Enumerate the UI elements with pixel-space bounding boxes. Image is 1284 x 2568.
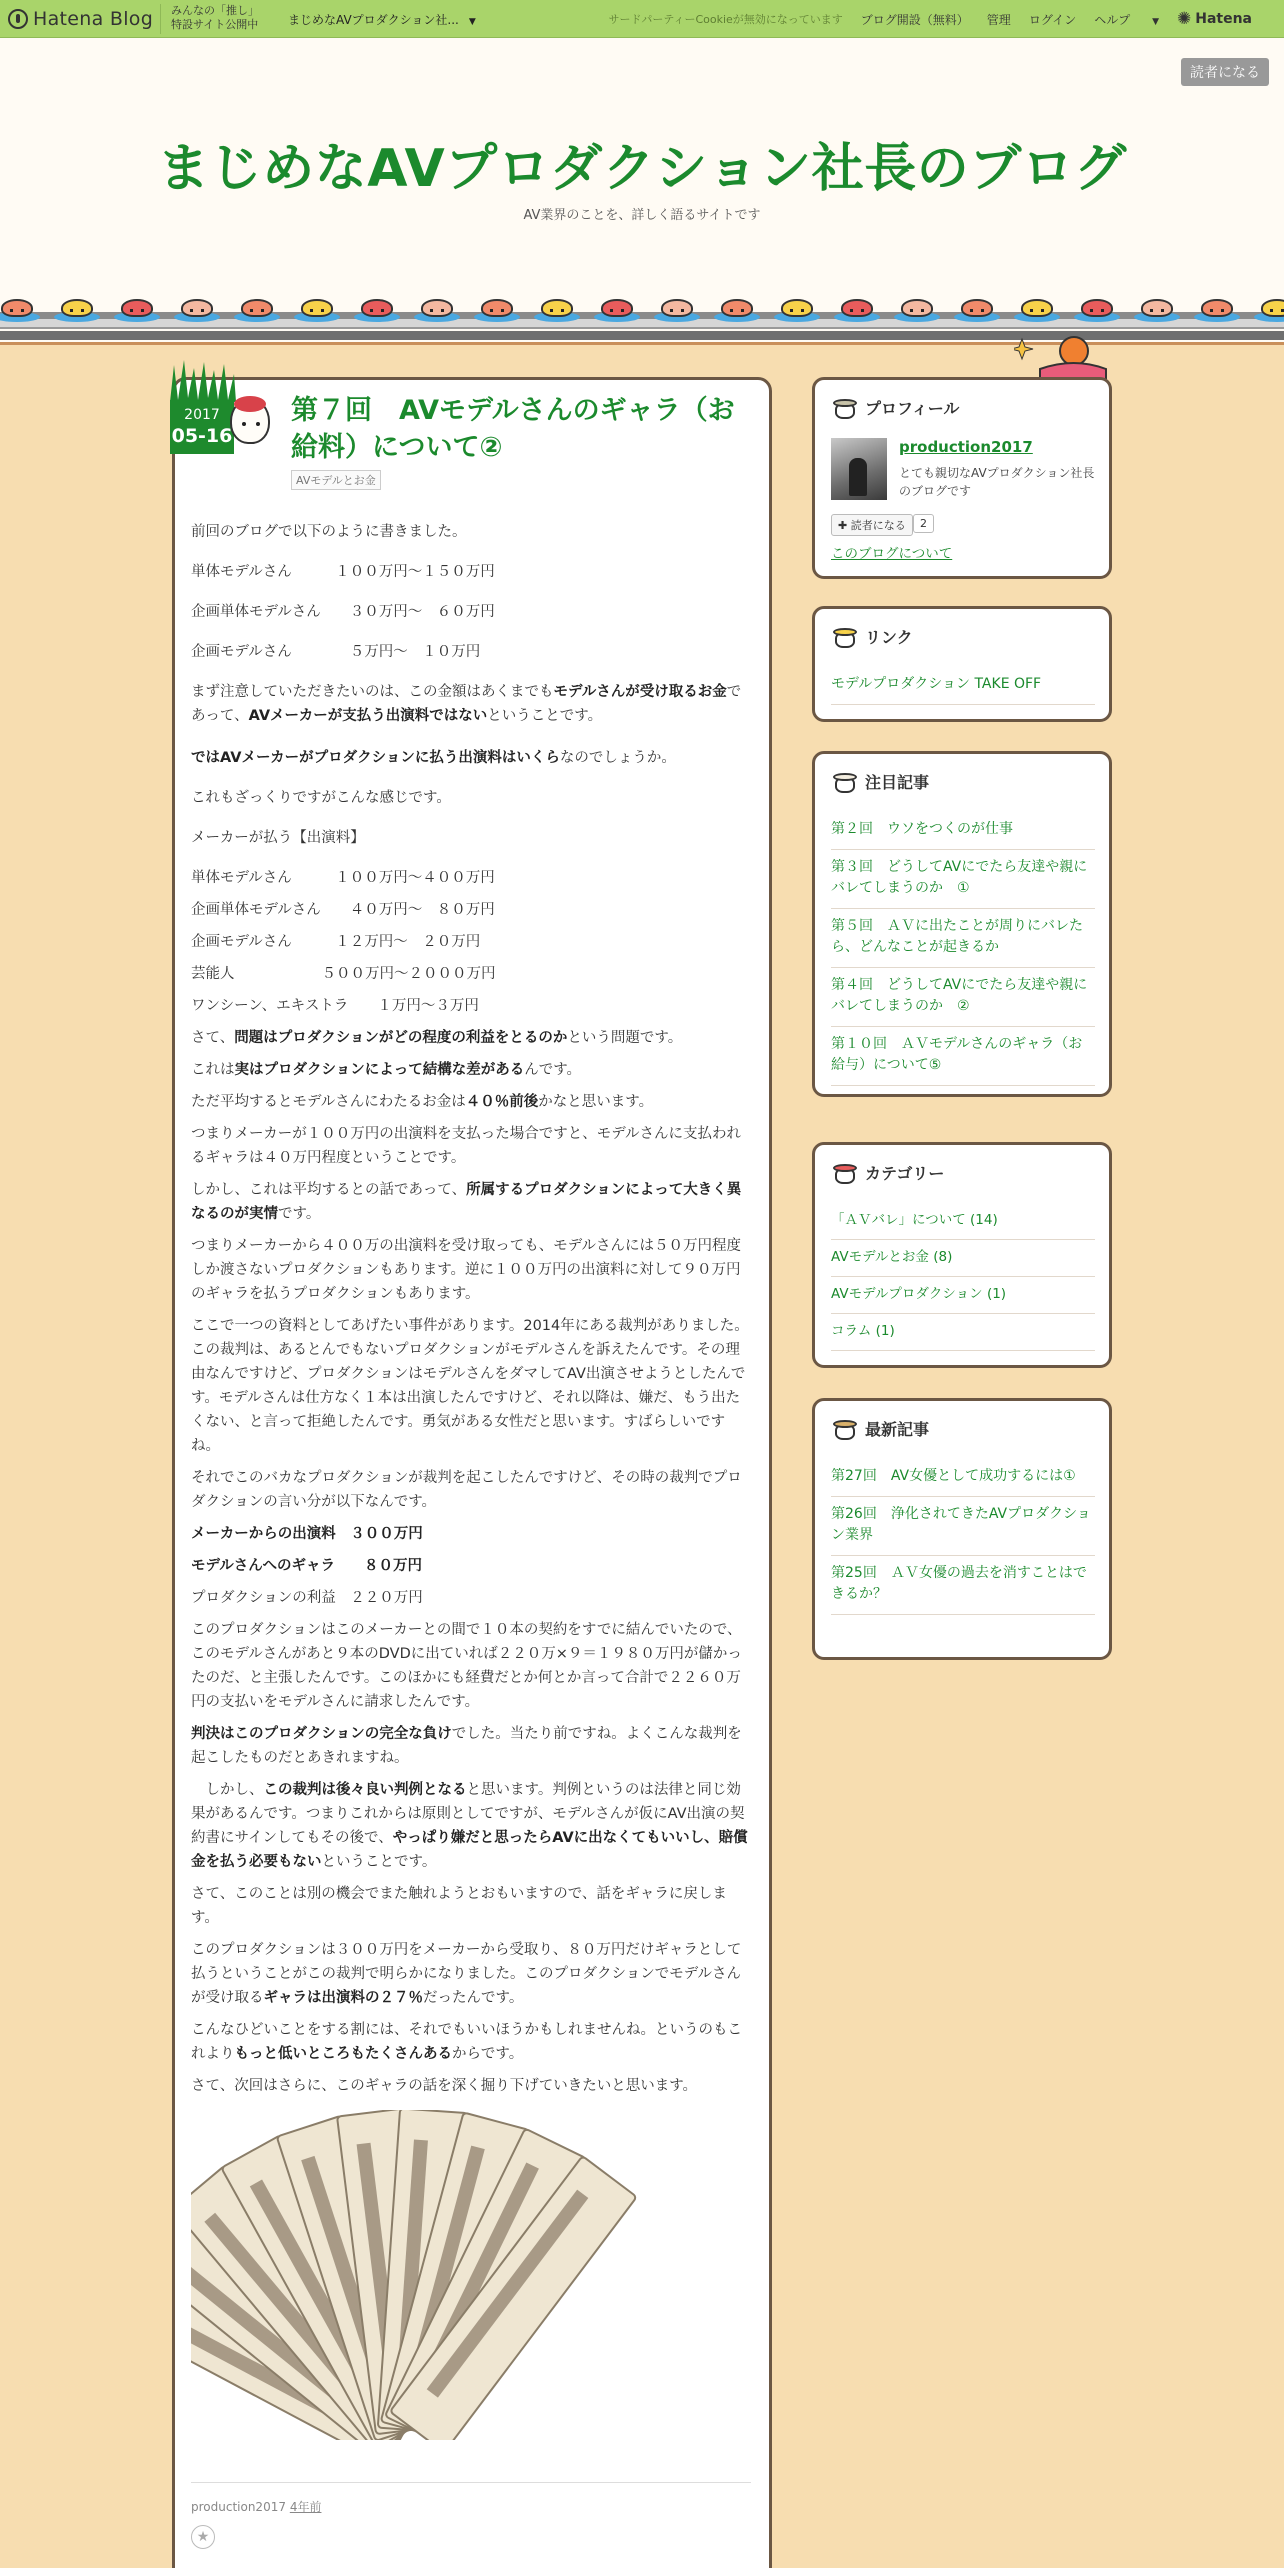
categories-module-title: カテゴリー [831,1161,944,1184]
recent-module-title: 最新記事 [831,1417,929,1440]
profile-module [812,377,1112,579]
blog-header [0,38,1284,300]
paragraph: つまりメーカーから４００万の出演料を受け取っても、モデルさんには５０万円程度しか渡さないプロダクションもあります。逆に１００万円の出演料に対して９０万円のギャラを払うプロダクションもあります。 [191,1238,741,1302]
hatena-menu[interactable] [1177,9,1270,29]
paragraph: しかし、これは平均するとの話であって、所属するプロダクションによって大きく異なるのが実情です。 [191,1182,742,1222]
sushi-icon [54,296,100,322]
hatena-label: Hatena [1195,11,1252,27]
featured-module [812,751,1112,1097]
links-list [831,667,1095,705]
links-module-title: リンク [831,625,913,648]
banknote-fan-illustration [191,2110,751,2440]
caret-down-icon: ▼ [468,17,476,27]
entry-year: 2017 [184,407,220,423]
sushi-icon [954,296,1000,322]
blog-selector-label: まじめなAVプロダクション社... [288,13,459,27]
sushi-icon [534,296,580,322]
sushi-icon [831,1418,859,1440]
entry-category-tag[interactable]: AVモデルとお金 [291,470,381,490]
featured-module-title: 注目記事 [831,770,929,793]
category-link[interactable]: AVモデルプロダクション (1) [831,1277,1095,1314]
profile-name[interactable]: production2017 [899,438,1033,456]
promo-line-2: 特設サイト公開中 [171,18,259,31]
hatena-topbar [0,0,1284,38]
category-link[interactable]: AVモデルとお金 (8) [831,1240,1095,1277]
entry-footer-divider [191,2482,751,2483]
paragraph: 判決はこのプロダクションの完全な負けでした。当たり前ですね。よくこんな裁判を起こしたものだとあきれますね。 [191,1726,742,1766]
sushi-icon [234,296,280,322]
featured-article-link[interactable]: 第５回 ＡＶに出たことが周りにバレたら、どんなことが起きるか [831,909,1095,968]
recent-module [812,1398,1112,1660]
sushi-icon [114,296,160,322]
paragraph: さて、問題はプロダクションがどの程度の利益をとるのかという問題です。 [191,1030,683,1046]
blog-description: AV業界のことを、詳しく語るサイトです [523,208,761,223]
paragraph: モデルさんへのギャラ ８０万円 [191,1558,422,1574]
featured-list [831,812,1095,1086]
featured-article-link[interactable]: 第１０回 ＡＶモデルさんのギャラ（お給与）について⑤ [831,1027,1095,1086]
paragraph: これもざっくりですがこんな感じです。 [191,790,451,806]
category-link[interactable]: コラム (1) [831,1314,1095,1351]
featured-article-link[interactable]: 第４回 どうしてAVにでたら友達や親にバレてしまうのか ② [831,968,1095,1027]
reader-count: 2 [913,514,934,533]
sushi-icon [0,296,40,322]
share-buttons [191,2562,457,2568]
author-name[interactable]: production2017 [191,2500,286,2514]
cookie-notice[interactable]: サードパーティーCookieが無効になっています [608,13,843,26]
paragraph: 単体モデルさん １００万円～４００万円 [191,870,495,886]
sushi-icon [414,296,460,322]
profile-avatar[interactable] [831,438,887,500]
recent-article-link[interactable]: 第27回 AV女優として成功するには① [831,1459,1095,1497]
sushi-icon [1014,296,1060,322]
topbar-right [609,0,1284,38]
paragraph: 単体モデルさん １００万円～１５０万円 [191,564,495,580]
sushi-mascot-icon [230,398,270,444]
entry-title[interactable]: 第７回 AVモデルさんのギャラ（お給料）について② [291,395,735,463]
paragraph: 芸能人 ５００万円～２０００万円 [191,966,496,982]
caret-down-icon: ▼ [1152,16,1159,27]
recent-article-link[interactable]: 第25回 ＡＶ女優の過去を消すことはできるか？ [831,1556,1095,1615]
paragraph: プロダクションの利益 ２２０万円 [191,1590,423,1606]
help-label: ヘルプ [1094,12,1131,27]
logo-text: Hatena Blog [33,8,154,30]
sushi-icon [831,771,859,793]
entry-month-day: 05-16 [171,425,233,447]
sushi-icon [774,296,820,322]
paragraph: こんなひどいことをする割には、それでもいいほうかもしれませんね。というのもこれよりもっと低いところもたくさんあるからです。 [191,2022,742,2062]
sushi-icon [654,296,700,322]
paragraph: 企画モデルさん １２万円～ ２０万円 [191,934,481,950]
sushi-icon [714,296,760,322]
entry-time-link[interactable]: 4年前 [289,2500,322,2514]
paragraph: これは実はプロダクションによって結構な差があるんです。 [191,1062,582,1078]
featured-article-link[interactable]: 第３回 どうしてAVにでたら友達や親にバレてしまうのか ① [831,850,1095,909]
login-link[interactable]: ログイン [1028,12,1077,27]
sushi-icon [1254,296,1284,322]
sushi-icon [831,626,859,648]
sushi-icon [831,397,859,419]
subscribe-button[interactable]: 読者になる [1181,58,1269,86]
star-icon: ★ [196,2529,210,2545]
paragraph: このプロダクションは３００万円をメーカーから受取り、８０万円だけギャラとして払うということがこの裁判で明らかになりました。このプロダクションでモデルさんが受け取るギャラは出演料の２７％だったんです。 [191,1942,742,2006]
sushi-icon [1074,296,1120,322]
open-blog-link[interactable]: ブログ開設（無料） [860,12,969,27]
sushi-icon [834,296,880,322]
profile-module-title: プロフィール [831,396,959,419]
paragraph: 企画単体モデルさん ３０万円～ ６０万円 [191,604,495,620]
paragraph: まず注意していただきたいのは、この金額はあくまでもモデルさんが受け取るお金であって、AVメーカーが支払う出演料ではないということです。 [191,684,742,724]
paragraph: さて、次回はさらに、このギャラの話を深く掘り下げていきたいと思います。 [191,2078,698,2094]
featured-article-link[interactable]: 第２回 ウソをつくのが仕事 [831,812,1095,850]
hatena-blog-logo[interactable] [8,8,153,30]
sushi-icon [474,296,520,322]
paragraph: このプロダクションはこのメーカーとの間で１０本の契約をすでに結んでいたので、このモデルさんがあと９本のDVDに出ていれば２２０万×９＝１９８０万円が儲かったのだ、と主張したんです。このほかにも経費だとか何とか言って合計で２２６０万円の支払いをモデルさんに請求したんです。 [191,1622,742,1710]
sushi-icon [354,296,400,322]
paragraph: メーカーからの出演料 ３００万円 [191,1526,423,1542]
paragraph: メーカーが払う【出演料】 [191,830,365,846]
category-link[interactable]: 「ＡＶバレ」について (14) [831,1203,1095,1240]
about-blog-link[interactable]: このブログについて [831,546,953,562]
paragraph: ワンシーン、エキストラ １万円～３万円 [191,998,479,1014]
paragraph: ではAVメーカーがプロダクションに払う出演料はいくらなのでしょうか。 [191,750,676,766]
subscribe-button[interactable]: ✚ 読者になる [831,514,913,536]
recent-article-link[interactable]: 第26回 浄化されてきたAVプロダクション業界 [831,1497,1095,1556]
paragraph: しかし、この裁判は後々良い判例となると思います。判例というのは法律と同じ効果があるんです。つまりこれからは原則としてですが、モデルさんが仮にAV出演の契約書にサインしてもその後で、やっぱり嫌だと思ったらAVに出なくてもいいし、賠償金を払う必要もないということです。 [191,1782,748,1870]
recent-list [831,1459,1095,1615]
paragraph: ただ平均するとモデルさんにわたるお金は４０％前後かなと思います。 [191,1094,654,1110]
hatena-burst-icon: ✺ [1176,9,1192,29]
sushi-icon [294,296,340,322]
add-star-button[interactable] [191,2525,215,2549]
paragraph: 企画モデルさん ５万円～ １０万円 [191,644,481,660]
entry-date-badge[interactable] [170,360,270,460]
sushi-icon [1194,296,1240,322]
categories-module [812,1142,1112,1368]
manage-link[interactable]: 管理 [986,12,1011,27]
link-item[interactable]: モデルプロダクション TAKE OFF [831,667,1095,705]
blog-selector[interactable] [288,11,476,28]
sushi-icon [594,296,640,322]
entry-author [191,2498,321,2515]
date-box [170,400,234,454]
promo-line-1: みんなの「推し」 [171,4,259,17]
sushi-icon [174,296,220,322]
paragraph: つまりメーカーが１００万円の出演料を支払った場合ですと、モデルさんに支払われるギャラは４０万円程度ということです。 [191,1126,741,1166]
blog-title[interactable]: まじめなAVプロダクション社長のブログ [157,139,1127,199]
sushi-icon [894,296,940,322]
paragraph: 前回のブログで以下のように書きました。 [191,524,467,540]
paragraph: それでこのバカなプロダクションが裁判を起こしたんですけど、その時の裁判でプロダクションの言い分が以下なんです。 [191,1470,742,1510]
categories-list [831,1203,1095,1351]
promo-banner[interactable] [160,4,259,34]
links-module [812,606,1112,722]
paragraph: ここで一つの資料としてあげたい事件があります。2014年にある裁判がありました。この裁判は、あるとんでもないプロダクションがモデルさんを訴えたんです。その理由なんですけど、プロダクションはモデルさんをダマしてAV出演させようとしたんです。モデルさんは仕方なく１本は出演したんですけど、それ以降は、嫌だ、もう出たくない、と言って拒絶したんです。勇気がある女性だと思います。すばらしいですね。 [191,1318,749,1454]
sushi-icon [831,1162,859,1184]
paragraph: さて、このことは別の機会でまた触れようとおもいますので、話をギャラに戻します。 [191,1886,727,1926]
profile-description: とても親切なAVプロダクション社長のブログです [899,466,1095,498]
paragraph: 企画単体モデルさん ４０万円～ ８０万円 [191,902,495,918]
help-menu[interactable] [1094,11,1159,28]
sushi-icon [1134,296,1180,322]
hatena-logo-icon [8,9,28,29]
